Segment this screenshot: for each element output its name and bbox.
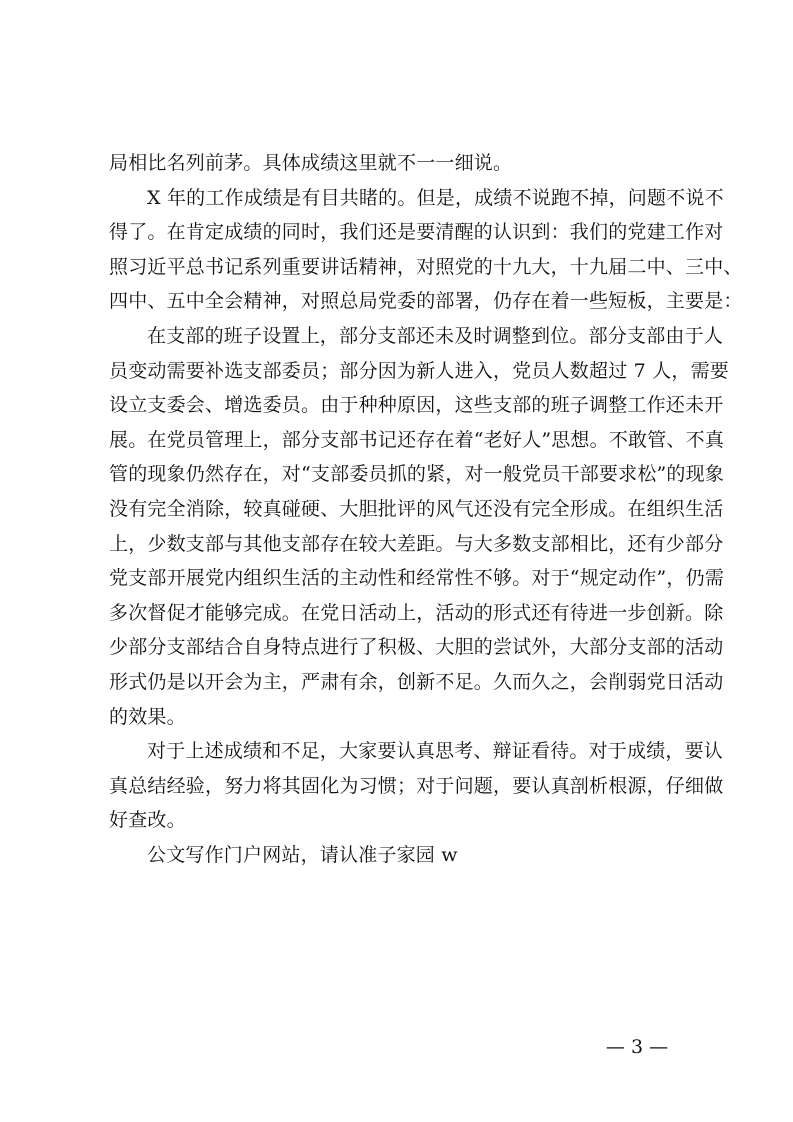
text-line: 照习近平总书记系列重要讲话精神，对照党的十九大，十九届二中、三中、	[109, 255, 743, 278]
text-line: 好查改。	[109, 809, 186, 832]
text-line: 真总结经验，努力将其固化为习惯；对于问题，要认真剖析根源，仔细做	[109, 774, 724, 797]
text-line: 展。在党员管理上，部分支部书记还存在着“老好人”思想。不敢管、不真	[109, 428, 725, 451]
text-line: 公文写作门户网站，请认准子家园 w	[147, 843, 458, 866]
text-line: 的效果。	[109, 705, 186, 728]
document-body	[109, 146, 743, 872]
text-line: 上，少数支部与其他支部存在较大差距。与大多数支部相比，还有少部分	[109, 532, 724, 555]
page-number: — 3 —	[605, 1036, 669, 1058]
text-line: 形式仍是以开会为主，严肃有余，创新不足。久而久之，会削弱党日活动	[109, 670, 724, 693]
text-line: 没有完全消除，较真碰硬、大胆批评的风气还没有完全形成。在组织生活	[109, 497, 724, 520]
text-line: 四中、五中全会精神，对照总局党委的部署，仍存在着一些短板，主要是：	[109, 290, 743, 313]
text-line: X 年的工作成绩是有目共睹的。但是，成绩不说跑不掉，问题不说不	[147, 186, 724, 209]
text-line: 员变动需要补选支部委员；部分因为新人进入，党员人数超过 7 人，需要	[109, 359, 729, 382]
text-line: 多次督促才能够完成。在党日活动上，活动的形式还有待进一步创新。除	[109, 601, 724, 624]
text-line: 党支部开展党内组织生活的主动性和经常性不够。对于“规定动作”，仍需	[109, 567, 725, 590]
text-line: 得了。在肯定成绩的同时，我们还是要清醒的认识到：我们的党建工作对	[109, 221, 724, 244]
text-line: 少部分支部结合自身特点进行了积极、大胆的尝试外，大部分支部的活动	[109, 636, 724, 659]
text-line: 设立支委会、增选委员。由于种种原因，这些支部的班子调整工作还未开	[109, 394, 724, 417]
text-line: 管的现象仍然存在，对“支部委员抓的紧，对一般党员干部要求松”的现象	[109, 463, 725, 486]
text-line: 局相比名列前茅。具体成绩这里就不一一细说。	[109, 152, 513, 174]
text-line: 对于上述成绩和不足，大家要认真思考、辩证看待。对于成绩，要认	[147, 740, 724, 763]
text-line: 在支部的班子设置上，部分支部还未及时调整到位。部分支部由于人	[147, 324, 724, 347]
